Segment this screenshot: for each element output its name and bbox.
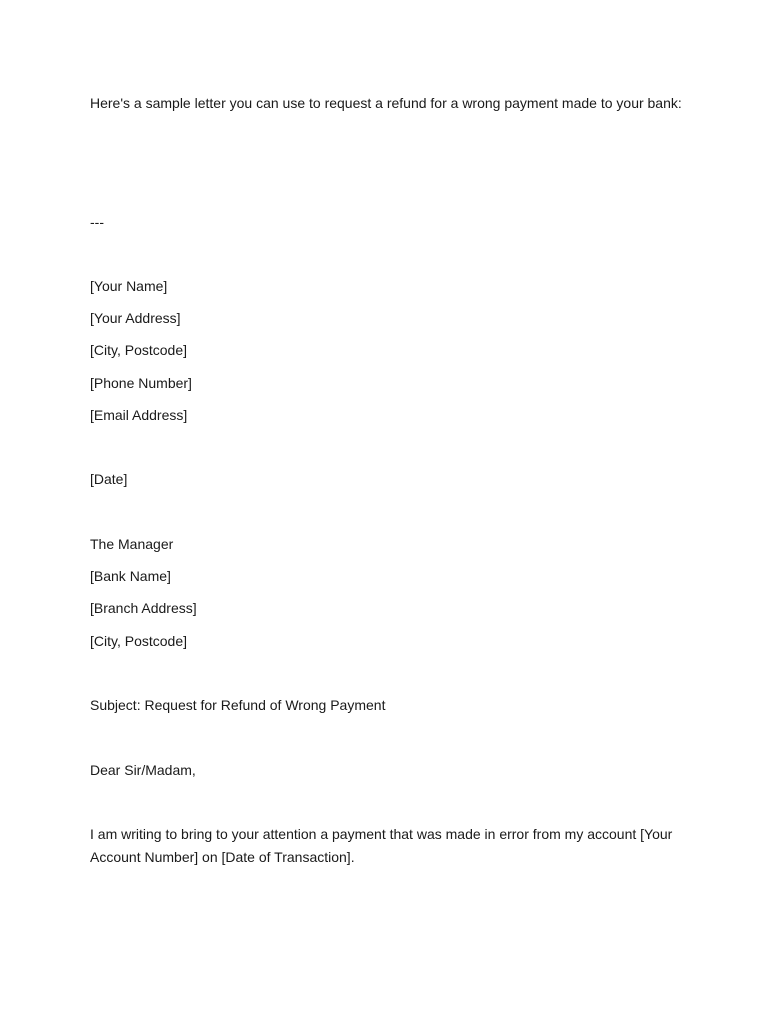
intro-text: Here's a sample letter you can use to request a refund for a wrong payment made to your bank: — [90, 95, 682, 111]
letter-date: [Date] — [90, 471, 128, 487]
sender-phone: [Phone Number] — [90, 374, 192, 391]
body-paragraph: I am writing to bring to your attention a payment that was made in error from my account [Your Account Number] on [Date of Transaction]. — [90, 826, 673, 865]
recipient-block — [90, 534, 690, 663]
salutation: Dear Sir/Madam, — [90, 762, 196, 778]
recipient-title: The Manager — [90, 536, 174, 552]
sender-email: [Email Address] — [90, 406, 188, 423]
sender-name: [Your Name] — [90, 278, 168, 294]
subject-block — [90, 695, 690, 727]
letter-document — [90, 92, 690, 865]
recipient-bank: [Bank Name] — [90, 568, 171, 585]
separator-line: --- — [90, 214, 104, 230]
date-block — [90, 469, 690, 501]
body-block — [90, 823, 690, 869]
subject-line: Subject: Request for Refund of Wrong Payment — [90, 697, 386, 713]
recipient-branch: [Branch Address] — [90, 600, 197, 617]
salutation-block — [90, 760, 690, 792]
sender-address: [Your Address] — [90, 310, 181, 327]
sender-block — [90, 276, 690, 437]
recipient-city: [City, Postcode] — [90, 632, 188, 649]
sender-city: [City, Postcode] — [90, 342, 188, 359]
